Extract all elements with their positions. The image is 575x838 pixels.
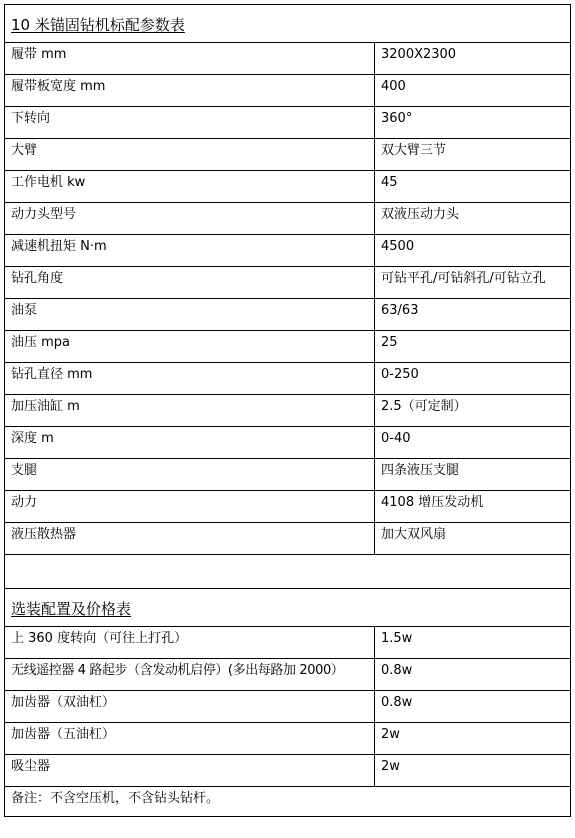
table-row bbox=[5, 659, 571, 691]
optional-title: 选装配置及价格表 bbox=[11, 600, 132, 618]
option-price: 2w bbox=[375, 755, 571, 787]
param-label: 钻孔直径 mm bbox=[5, 363, 375, 395]
table-row bbox=[5, 267, 571, 299]
table-row bbox=[5, 331, 571, 363]
table-row bbox=[5, 627, 571, 659]
param-label: 支腿 bbox=[5, 459, 375, 491]
table-row bbox=[5, 107, 571, 139]
param-label: 工作电机 kw bbox=[5, 171, 375, 203]
param-label: 加压油缸 m bbox=[5, 395, 375, 427]
param-label: 履带 mm bbox=[5, 43, 375, 75]
param-label: 大臂 bbox=[5, 139, 375, 171]
table-row bbox=[5, 203, 571, 235]
param-label: 下转向 bbox=[5, 107, 375, 139]
table-row bbox=[5, 363, 571, 395]
table-row bbox=[5, 75, 571, 107]
table-row bbox=[5, 171, 571, 203]
table-row bbox=[5, 43, 571, 75]
option-price: 2w bbox=[375, 723, 571, 755]
option-label: 吸尘器 bbox=[5, 755, 375, 787]
spec-table bbox=[4, 4, 571, 817]
param-value: 四条液压支腿 bbox=[375, 459, 571, 491]
note-row bbox=[5, 787, 571, 817]
table-row bbox=[5, 427, 571, 459]
param-value: 360° bbox=[375, 107, 571, 139]
option-price: 0.8w bbox=[375, 659, 571, 691]
param-value: 4108 增压发动机 bbox=[375, 491, 571, 523]
option-label: 加齿器（双油杠） bbox=[5, 691, 375, 723]
param-value: 0-250 bbox=[375, 363, 571, 395]
param-value: 0-40 bbox=[375, 427, 571, 459]
param-label: 减速机扭矩 N·m bbox=[5, 235, 375, 267]
table-row bbox=[5, 299, 571, 331]
param-value: 可钻平孔/可钻斜孔/可钻立孔 bbox=[375, 267, 571, 299]
table-row bbox=[5, 723, 571, 755]
option-label: 无线遥控器 4 路起步（含发动机启停）(多出每路加 2000） bbox=[5, 659, 375, 691]
table-row bbox=[5, 523, 571, 555]
optional-title-cell bbox=[5, 589, 571, 627]
param-value: 双液压动力头 bbox=[375, 203, 571, 235]
param-value: 双大臂三节 bbox=[375, 139, 571, 171]
standard-title-cell bbox=[5, 5, 571, 43]
blank-cell bbox=[5, 555, 571, 589]
param-label: 钻孔角度 bbox=[5, 267, 375, 299]
param-value: 25 bbox=[375, 331, 571, 363]
table-row bbox=[5, 491, 571, 523]
param-label: 液压散热器 bbox=[5, 523, 375, 555]
option-label: 上 360 度转向（可往上打孔） bbox=[5, 627, 375, 659]
param-value: 400 bbox=[375, 75, 571, 107]
standard-title: 10 米锚固钻机标配参数表 bbox=[11, 16, 185, 34]
blank-row bbox=[5, 555, 571, 589]
param-label: 履带板宽度 mm bbox=[5, 75, 375, 107]
param-value: 加大双风扇 bbox=[375, 523, 571, 555]
option-label: 加齿器（五油杠） bbox=[5, 723, 375, 755]
param-label: 油压 mpa bbox=[5, 331, 375, 363]
option-price: 0.8w bbox=[375, 691, 571, 723]
table-row bbox=[5, 459, 571, 491]
param-label: 动力 bbox=[5, 491, 375, 523]
table-row bbox=[5, 395, 571, 427]
param-value: 4500 bbox=[375, 235, 571, 267]
table-row bbox=[5, 235, 571, 267]
param-value: 63/63 bbox=[375, 299, 571, 331]
table-row bbox=[5, 691, 571, 723]
param-value: 2.5（可定制） bbox=[375, 395, 571, 427]
param-value: 45 bbox=[375, 171, 571, 203]
param-value: 3200X2300 bbox=[375, 43, 571, 75]
note-text: 备注：不含空压机，不含钻头钻杆。 bbox=[5, 787, 571, 817]
table-row bbox=[5, 755, 571, 787]
option-price: 1.5w bbox=[375, 627, 571, 659]
table-row bbox=[5, 139, 571, 171]
param-label: 深度 m bbox=[5, 427, 375, 459]
param-label: 动力头型号 bbox=[5, 203, 375, 235]
param-label: 油泵 bbox=[5, 299, 375, 331]
